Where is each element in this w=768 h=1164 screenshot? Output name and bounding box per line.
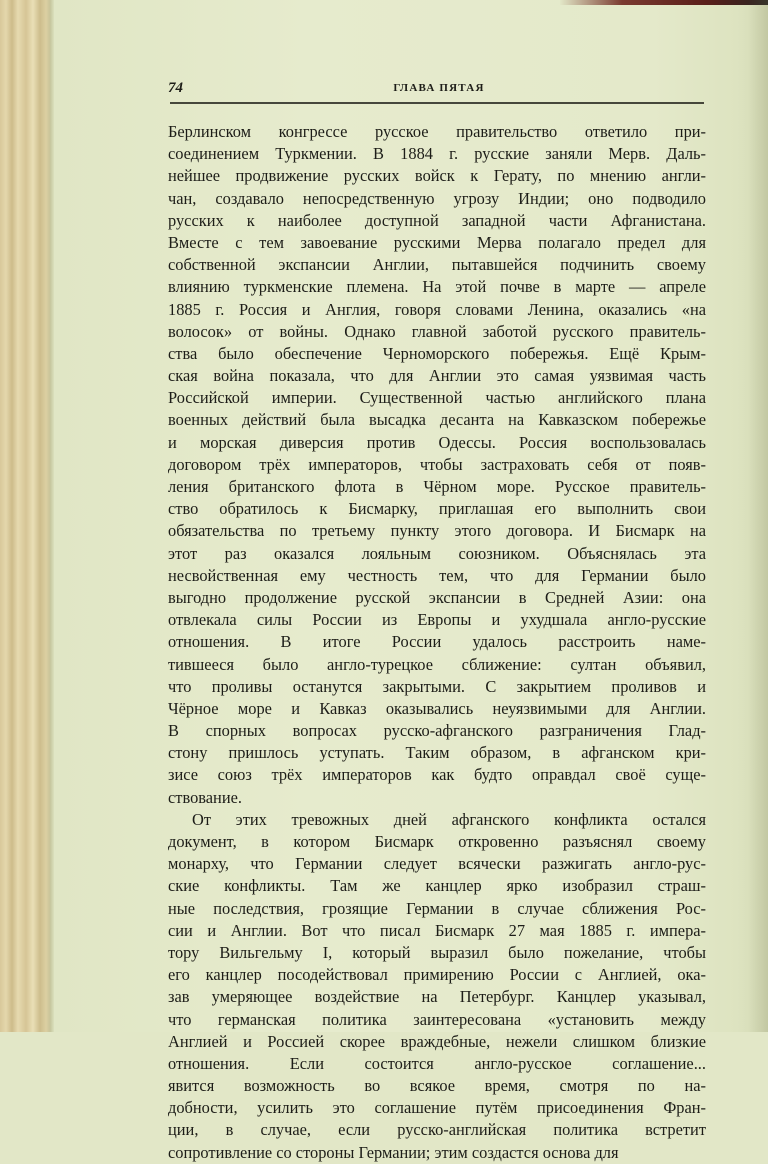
text-line: явится возможность во всякое время, смотря по на- [168, 1076, 706, 1096]
text-line: собственной экспансии Англии, пытавшейся подчинить своему [168, 255, 706, 275]
text-line: несвойственная ему честность тем, что для Германии было [168, 565, 706, 585]
text-line: монарху, что Германии следует всячески разжигать англо-рус- [168, 854, 706, 874]
book-binding [0, 0, 50, 1032]
text-line: Вместе с тем завоевание русскими Мерва полагало предел для [168, 232, 706, 252]
text-line: ство обратилось к Бисмарку, приглашая его выполнить свои [168, 499, 706, 519]
right-edge-shadow [748, 0, 768, 1032]
text-line: влиянию туркменские племена. На этой почве в марте — апреле [168, 277, 706, 297]
text-line: ствование. [168, 787, 242, 807]
page-number: 74 [168, 80, 183, 96]
body-text [168, 121, 706, 1164]
text-line: документ, в котором Бисмарк откровенно разъяснял своему [168, 832, 706, 851]
text-line: ские конфликты. Там же канцлер ярко изобразил страш- [168, 876, 706, 896]
text-line: обязательства по третьему пункту этого договора. И Бисмарк на [168, 521, 706, 541]
text-line: выгодно продолжение русской экспансии в Средней Азии: она [168, 587, 706, 607]
text-line: Берлинском конгрессе русское правительство ответило при- [168, 122, 706, 141]
paragraph-1 [168, 121, 706, 809]
header-rule [170, 102, 704, 104]
text-line: тору Вильгельму I, который выразил было пожелание, чтобы [168, 942, 706, 962]
text-line: что проливы останутся закрытыми. С закрытием проливов и [168, 676, 706, 696]
text-line: договором трёх императоров, чтобы застраховать себя от появ- [168, 454, 706, 474]
running-head [168, 78, 710, 100]
page-content [168, 78, 710, 1164]
text-line: отношения. Если состоится англо-русское соглашение... [168, 1053, 706, 1073]
text-line: Англией и Россией скорее враждебные, нежели слишком близкие [168, 1031, 706, 1051]
text-line: тившееся было англо-турецкое сближение: султан объявил, [168, 654, 706, 674]
text-line: этот раз оказался лояльным союзником. Объяснялась эта [168, 543, 706, 563]
text-line: Чёрное море и Кавказ оказывались неуязвимыми для Англии. [168, 698, 706, 718]
text-line: Российской империи. Существенной частью английского плана [168, 388, 706, 408]
text-line: В спорных вопросах русско-афганского разграничения Глад- [168, 721, 706, 741]
binding-edge-shadow [50, 0, 54, 1032]
text-line: сии и Англии. Вот что писал Бисмарк 27 мая 1885 г. импера- [168, 920, 706, 940]
text-line: русских к наиболее доступной западной части Афганистана. [168, 210, 706, 230]
text-line: его канцлер посодействовал примирению России с Англией, ока- [168, 965, 706, 985]
text-line: отношения. В итоге России удалось расстроить наме- [168, 632, 706, 652]
text-line: ции, в случае, если русско-английская политика встретит [168, 1120, 706, 1140]
text-line: ская война показала, что для Англии это самая уязвимая часть [168, 366, 706, 386]
paragraph-2 [168, 809, 706, 1164]
text-line: добности, усилить это соглашение путём присоединения Фран- [168, 1098, 706, 1118]
text-line: волосок» от войны. Однако главной заботой русского правитель- [168, 321, 706, 341]
text-line: ные последствия, грозящие Германии в случае сближения Рос- [168, 898, 706, 918]
text-line: чан, создавало непосредственную угрозу Индии; оно подводило [168, 188, 706, 208]
text-line: военных действий была высадка десанта на Кавказском побережье [168, 410, 706, 430]
text-line: 1885 г. Россия и Англия, говоря словами Ленина, оказались «на [168, 299, 706, 319]
chapter-title: ГЛАВА ПЯТАЯ [393, 82, 485, 94]
text-line: отвлекала силы России из Европы и ухудшала англо-русские [168, 610, 706, 630]
text-line: ления британского флота в Чёрном море. Русское правитель- [168, 477, 706, 496]
text-line: ства было обеспечение Черноморского побережья. Ещё Крым- [168, 343, 706, 363]
text-line: зав умеряющее воздействие на Петербург. Канцлер указывал, [168, 987, 706, 1007]
text-line: зисе союз трёх императоров как будто оправдал своё суще- [168, 765, 706, 785]
text-line: и морская диверсия против Одессы. Россия воспользовалась [168, 432, 706, 452]
text-line: сопротивление со стороны Германии; этим создастся основа для [168, 1142, 619, 1162]
top-edge-strip [560, 0, 768, 5]
text-line: соединением Туркмении. В 1884 г. русские заняли Мерв. Даль- [168, 144, 706, 164]
text-line: стону пришлось уступать. Таким образом, в афганском кри- [168, 743, 706, 763]
text-line: что германская политика заинтересована «установить между [168, 1009, 706, 1029]
text-line: От этих тревожных дней афганского конфликта остался [192, 809, 706, 829]
text-line: нейшее продвижение русских войск к Герату, по мнению англи- [168, 166, 706, 186]
